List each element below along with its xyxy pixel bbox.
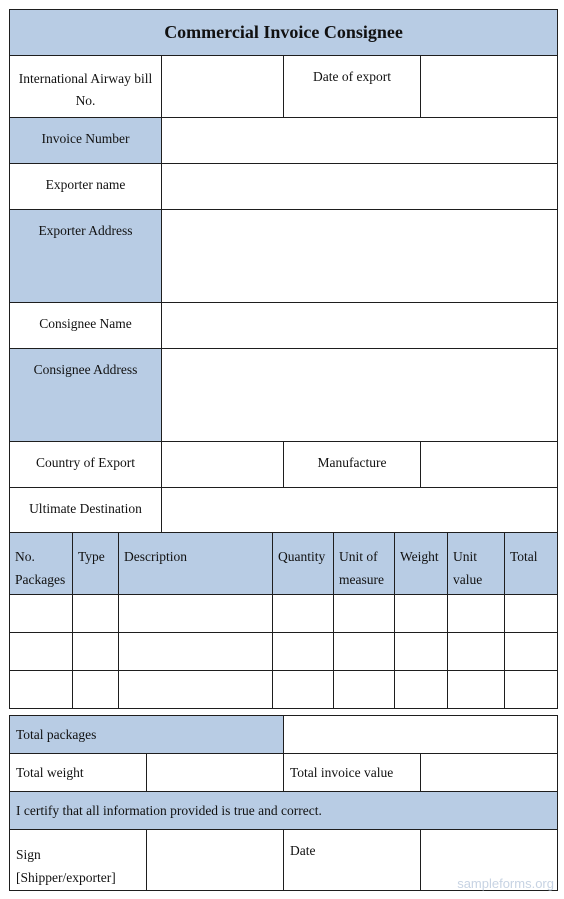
watermark: sampleforms.org	[457, 876, 554, 891]
table-cell[interactable]	[119, 633, 273, 671]
consignee-name-label: Consignee Name	[10, 303, 162, 349]
table-cell[interactable]	[73, 595, 119, 633]
signature-field[interactable]	[147, 830, 284, 891]
ultimate-destination-label: Ultimate Destination	[10, 488, 162, 534]
col-header-weight: Weight	[395, 533, 448, 595]
country-of-export-label: Country of Export	[10, 442, 162, 488]
invoice-number-label: Invoice Number	[10, 118, 162, 164]
table-cell[interactable]	[10, 671, 73, 709]
date-label: Date	[284, 830, 421, 891]
top-form-table	[9, 9, 558, 534]
total-weight-label: Total weight	[10, 754, 147, 792]
total-weight-field[interactable]	[147, 754, 284, 792]
airway-bill-label: International Airway bill No.	[10, 56, 162, 118]
country-of-export-field[interactable]	[162, 442, 284, 488]
totals-table	[9, 715, 558, 891]
col-header-unit-of-measure: Unit of measure	[334, 533, 395, 595]
table-row	[10, 595, 558, 633]
exporter-address-label: Exporter Address	[10, 210, 162, 303]
manufacture-field[interactable]	[421, 442, 558, 488]
consignee-address-label: Consignee Address	[10, 349, 162, 442]
total-packages-field[interactable]	[284, 716, 558, 754]
total-invoice-value-label: Total invoice value	[284, 754, 421, 792]
table-cell[interactable]	[448, 595, 505, 633]
total-packages-label: Total packages	[10, 716, 284, 754]
col-header-description: Description	[119, 533, 273, 595]
table-cell[interactable]	[395, 633, 448, 671]
table-cell[interactable]	[395, 595, 448, 633]
table-cell[interactable]	[10, 633, 73, 671]
col-header-quantity: Quantity	[273, 533, 334, 595]
date-of-export-label: Date of export	[284, 56, 421, 118]
table-cell[interactable]	[334, 595, 395, 633]
col-header-no-packages: No. Packages	[10, 533, 73, 595]
col-header-total: Total	[505, 533, 558, 595]
table-cell[interactable]	[73, 671, 119, 709]
table-cell[interactable]	[448, 633, 505, 671]
table-cell[interactable]	[505, 633, 558, 671]
items-table	[9, 532, 558, 709]
table-cell[interactable]	[505, 671, 558, 709]
table-cell[interactable]	[73, 633, 119, 671]
total-invoice-value-field[interactable]	[421, 754, 558, 792]
table-row	[10, 671, 558, 709]
table-cell[interactable]	[10, 595, 73, 633]
table-cell[interactable]	[395, 671, 448, 709]
table-cell[interactable]	[119, 595, 273, 633]
col-header-type: Type	[73, 533, 119, 595]
table-cell[interactable]	[273, 671, 334, 709]
exporter-name-field[interactable]	[162, 164, 558, 210]
exporter-name-label: Exporter name	[10, 164, 162, 210]
sign-label: Sign [Shipper/exporter]	[10, 830, 147, 891]
table-cell[interactable]	[119, 671, 273, 709]
table-cell[interactable]	[334, 671, 395, 709]
table-cell[interactable]	[273, 633, 334, 671]
consignee-name-field[interactable]	[162, 303, 558, 349]
consignee-address-field[interactable]	[162, 349, 558, 442]
table-cell[interactable]	[505, 595, 558, 633]
col-header-unit-value: Unit value	[448, 533, 505, 595]
exporter-address-field[interactable]	[162, 210, 558, 303]
airway-bill-field[interactable]	[162, 56, 284, 118]
table-cell[interactable]	[273, 595, 334, 633]
table-cell[interactable]	[448, 671, 505, 709]
certification-statement: I certify that all information provided is true and correct.	[10, 792, 558, 830]
manufacture-label: Manufacture	[284, 442, 421, 488]
form-title: Commercial Invoice Consignee	[10, 10, 558, 56]
table-cell[interactable]	[334, 633, 395, 671]
ultimate-destination-field[interactable]	[162, 488, 558, 534]
date-of-export-field[interactable]	[421, 56, 558, 118]
invoice-number-field[interactable]	[162, 118, 558, 164]
table-row	[10, 633, 558, 671]
